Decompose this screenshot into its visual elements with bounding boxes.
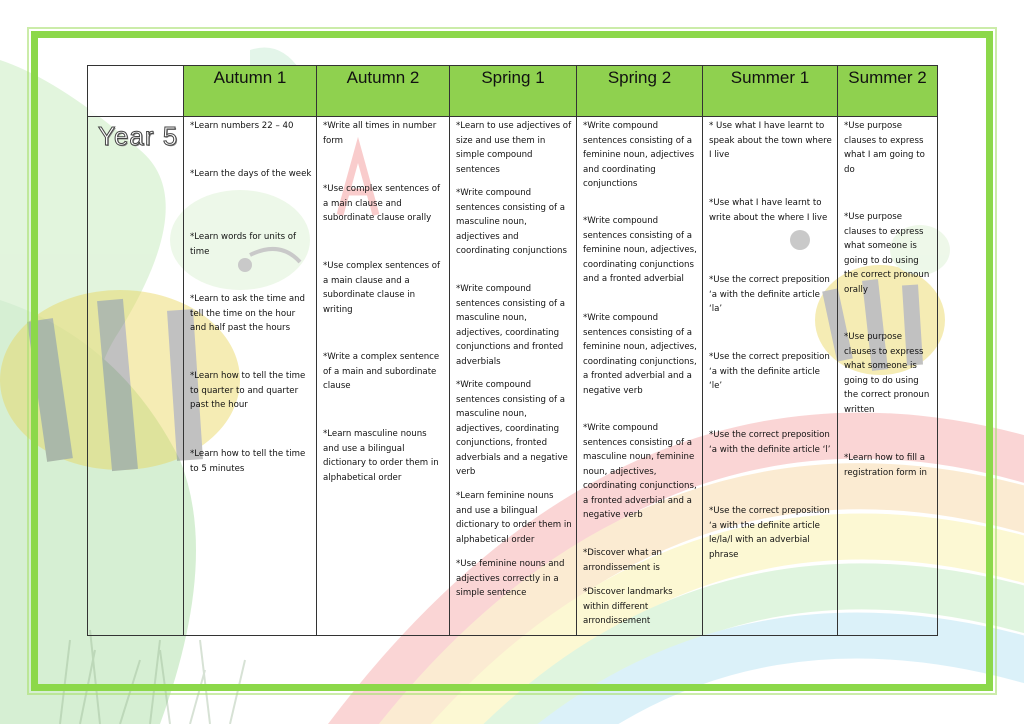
column-spring-1 [450,117,577,636]
header-spring-1: Spring 1 [450,66,577,117]
curriculum-table [87,65,938,636]
objective-item: *Use purpose clauses to express what someone is going to do using the correct pronoun written [844,332,930,415]
objective-item: *Write compound sentences consisting of a feminine noun, adjectives, coordinating conjunctions, a fronted adverbial and a negative verb [583,313,697,396]
objective-item: *Learn masculine nouns and use a bilingual dictionary to order them in alphabetical order [323,429,439,483]
year-row [88,117,938,636]
objective-item: *Use the correct preposition ‘a with the definite article ‘la’ [709,275,830,314]
objective-item: *Learn to use adjectives of size and use them in simple compound sentences [456,121,572,175]
objective-item: *Learn feminine nouns and use a bilingual dictionary to order them in alphabetical order [456,491,572,545]
header-autumn-1: Autumn 1 [184,66,317,117]
objective-item: *Write compound sentences consisting of a feminine noun, adjectives and coordinating conjunctions [583,121,695,189]
column-autumn-1 [184,117,317,636]
objective-item: *Write compound sentences consisting of a masculine noun, adjectives and coordinating conjunctions [456,188,567,256]
objective-item: *Write compound sentences consisting of a masculine noun, adjectives, coordinating conjunctions and fronted adverbials [456,284,565,367]
objective-item: *Learn how to fill a registration form in [844,453,927,478]
objective-item: *Learn the days of the week [190,169,312,179]
objective-item: *Discover what an arrondissement is [583,548,662,573]
column-summer-1 [703,117,838,636]
header-summer-1: Summer 1 [703,66,838,117]
header-spring-2: Spring 2 [577,66,703,117]
objective-item: *Write compound sentences consisting of a feminine noun, adjectives, coordinating conjunctions and a fronted adverbial [583,216,697,284]
objective-item: * Use what I have learnt to speak about the town where I live [709,121,832,160]
objective-item: *Use complex sentences of a main clause and subordinate clause orally [323,184,441,223]
objective-item: *Write a complex sentence of a main and subordinate clause [323,352,440,391]
objective-item: *Write compound sentences consisting of a masculine noun, adjectives, coordinating conjunctions, fronted adverbials and a negative verb [456,380,568,477]
year-cell [88,117,184,636]
objective-item: *Learn words for units of time [190,232,297,257]
objective-item: *Use what I have learnt to write about the where I live [709,198,828,223]
objective-item: *Learn how to tell the time to quarter to and quarter past the hour [190,371,306,410]
header-row [88,66,938,117]
objective-item: *Learn to ask the time and tell the time on the hour and half past the hours [190,294,306,333]
objective-item: *Use the correct preposition ‘a with the definite article le/la/l with an adverbial phrase [709,506,830,560]
objective-item: *Use complex sentences of a main clause and a subordinate clause in writing [323,261,441,315]
column-spring-2 [577,117,703,636]
column-summer-2 [838,117,938,636]
objective-item: *Use the correct preposition ‘a with the definite article ‘l’ [709,430,831,455]
objective-item: *Write all times in number form [323,121,437,146]
objective-item: *Use purpose clauses to express what I am going to do [844,121,925,175]
objective-item: *Learn numbers 22 – 40 [190,121,294,131]
objective-item: *Discover landmarks within different arrondissement [583,587,673,626]
objective-item: *Use feminine nouns and adjectives correctly in a simple sentence [456,559,565,598]
objective-item: *Learn how to tell the time to 5 minutes [190,449,306,474]
corner-cell [88,66,184,117]
objective-item: *Write compound sentences consisting of a masculine noun, feminine noun, adjectives, coordinating conjunctions, a fronted adverbial and a negative verb [583,423,697,520]
header-summer-2: Summer 2 [838,66,938,117]
objective-item: *Use the correct preposition ‘a with the definite article ‘le’ [709,352,830,391]
column-autumn-2 [317,117,450,636]
header-autumn-2: Autumn 2 [317,66,450,117]
objective-item: *Use purpose clauses to express what someone is going to do using the correct pronoun orally [844,212,930,295]
year-label: Year 5 [98,121,179,151]
